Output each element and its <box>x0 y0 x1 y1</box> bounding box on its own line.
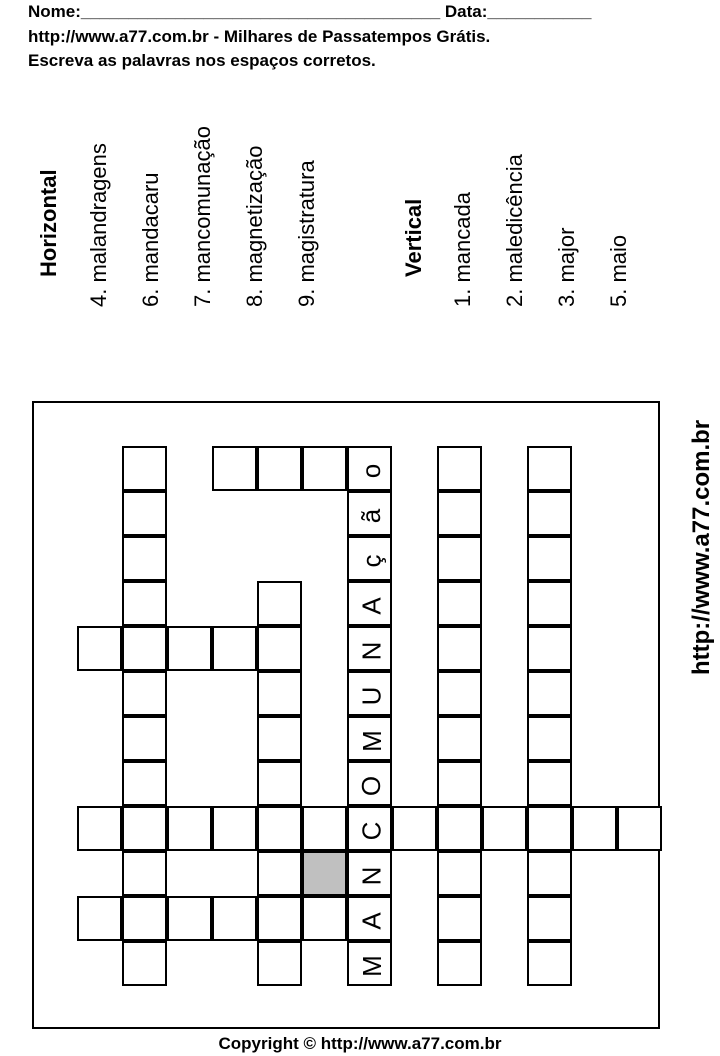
grid-cell[interactable] <box>527 491 572 536</box>
grid-cell[interactable] <box>437 761 482 806</box>
grid-cell[interactable] <box>257 671 302 716</box>
grid-cell[interactable] <box>482 806 527 851</box>
grid-cell[interactable] <box>122 581 167 626</box>
horizontal-clue: 4. malandragens <box>86 143 111 307</box>
grid-cell[interactable] <box>527 896 572 941</box>
grid-cell[interactable] <box>257 851 302 896</box>
instructions: Escreva as palavras nos espaços corretos. <box>28 51 376 70</box>
grid-cell[interactable] <box>347 806 392 851</box>
grid-cell[interactable] <box>347 581 392 626</box>
vertical-clue: 1. mancada <box>450 192 475 307</box>
shaded-grid-cell[interactable] <box>302 851 347 896</box>
grid-letter: M <box>356 954 387 977</box>
grid-cell[interactable] <box>527 716 572 761</box>
grid-letter: O <box>356 775 387 796</box>
horizontal-heading: Horizontal <box>36 169 61 277</box>
grid-cell[interactable] <box>122 806 167 851</box>
grid-cell[interactable] <box>257 941 302 986</box>
grid-cell[interactable] <box>527 536 572 581</box>
grid-letter: M <box>356 729 387 752</box>
grid-cell[interactable] <box>122 851 167 896</box>
grid-cell[interactable] <box>527 626 572 671</box>
grid-cell[interactable] <box>437 446 482 491</box>
vertical-clue: 2. maledicência <box>502 154 527 307</box>
grid-cell[interactable] <box>527 446 572 491</box>
grid-cell[interactable] <box>122 941 167 986</box>
copyright-footer: Copyright © http://www.a77.com.br <box>218 1034 502 1053</box>
grid-cell[interactable] <box>122 761 167 806</box>
grid-cell[interactable] <box>122 446 167 491</box>
vertical-clue: 3. major <box>554 227 579 307</box>
grid-cell[interactable] <box>437 851 482 896</box>
grid-cell[interactable] <box>527 851 572 896</box>
grid-cell[interactable] <box>122 626 167 671</box>
grid-cell[interactable] <box>212 806 257 851</box>
grid-cell[interactable] <box>347 716 392 761</box>
grid-cell[interactable] <box>77 896 122 941</box>
grid-letter: ç <box>356 554 387 567</box>
grid-cell[interactable] <box>122 896 167 941</box>
grid-letter: ã <box>356 508 387 523</box>
grid-cell[interactable] <box>212 896 257 941</box>
grid-cell[interactable] <box>347 896 392 941</box>
grid-cell[interactable] <box>347 941 392 986</box>
grid-cell[interactable] <box>167 626 212 671</box>
horizontal-clue: 6. mandacaru <box>138 172 163 307</box>
grid-letter: N <box>356 866 387 885</box>
grid-cell[interactable] <box>77 806 122 851</box>
vertical-clue: 5. maio <box>606 234 631 307</box>
grid-cell[interactable] <box>347 626 392 671</box>
grid-cell[interactable] <box>572 806 617 851</box>
grid-cell[interactable] <box>302 446 347 491</box>
grid-cell[interactable] <box>212 626 257 671</box>
grid-cell[interactable] <box>437 941 482 986</box>
grid-cell[interactable] <box>347 446 392 491</box>
grid-cell[interactable] <box>302 896 347 941</box>
horizontal-clue: 9. magistratura <box>294 160 319 307</box>
grid-cell[interactable] <box>527 941 572 986</box>
grid-cell[interactable] <box>527 806 572 851</box>
grid-cell[interactable] <box>257 806 302 851</box>
grid-cell[interactable] <box>617 806 662 851</box>
vertical-heading: Vertical <box>401 198 426 277</box>
grid-cell[interactable] <box>257 446 302 491</box>
grid-cell[interactable] <box>437 716 482 761</box>
grid-letter: A <box>356 911 387 930</box>
grid-cell[interactable] <box>437 491 482 536</box>
grid-cell[interactable] <box>437 671 482 716</box>
horizontal-clue: 8. magnetização <box>242 145 267 307</box>
grid-cell[interactable] <box>437 581 482 626</box>
grid-cell[interactable] <box>527 671 572 716</box>
grid-cell[interactable] <box>212 446 257 491</box>
grid-cell[interactable] <box>122 536 167 581</box>
name-date-line: Nome:______________________________________ Data:___________ <box>28 2 592 21</box>
grid-cell[interactable] <box>302 806 347 851</box>
grid-cell[interactable] <box>347 851 392 896</box>
grid-cell[interactable] <box>392 806 437 851</box>
grid-cell[interactable] <box>122 491 167 536</box>
grid-cell[interactable] <box>77 626 122 671</box>
grid-letter: A <box>356 596 387 615</box>
grid-cell[interactable] <box>257 626 302 671</box>
grid-letter: C <box>356 821 387 840</box>
grid-cell[interactable] <box>257 761 302 806</box>
grid-cell[interactable] <box>347 761 392 806</box>
grid-cell[interactable] <box>437 626 482 671</box>
grid-cell[interactable] <box>122 671 167 716</box>
grid-cell[interactable] <box>437 806 482 851</box>
grid-cell[interactable] <box>347 671 392 716</box>
site-line: http://www.a77.com.br - Milhares de Passatempos Grátis. <box>28 27 491 46</box>
grid-cell[interactable] <box>527 761 572 806</box>
grid-letter: U <box>356 686 387 705</box>
grid-cell[interactable] <box>347 536 392 581</box>
grid-letter: o <box>356 463 387 478</box>
grid-cell[interactable] <box>257 896 302 941</box>
horizontal-clue: 7. mancomunação <box>190 126 215 307</box>
grid-cell[interactable] <box>437 896 482 941</box>
grid-cell[interactable] <box>122 716 167 761</box>
grid-letter: N <box>356 641 387 660</box>
grid-cell[interactable] <box>257 716 302 761</box>
grid-cell[interactable] <box>527 581 572 626</box>
grid-cell[interactable] <box>437 536 482 581</box>
grid-cell[interactable] <box>347 491 392 536</box>
side-url: http://www.a77.com.br <box>688 419 715 675</box>
grid-cell[interactable] <box>167 896 212 941</box>
grid-cell[interactable] <box>257 581 302 626</box>
grid-cell[interactable] <box>167 806 212 851</box>
